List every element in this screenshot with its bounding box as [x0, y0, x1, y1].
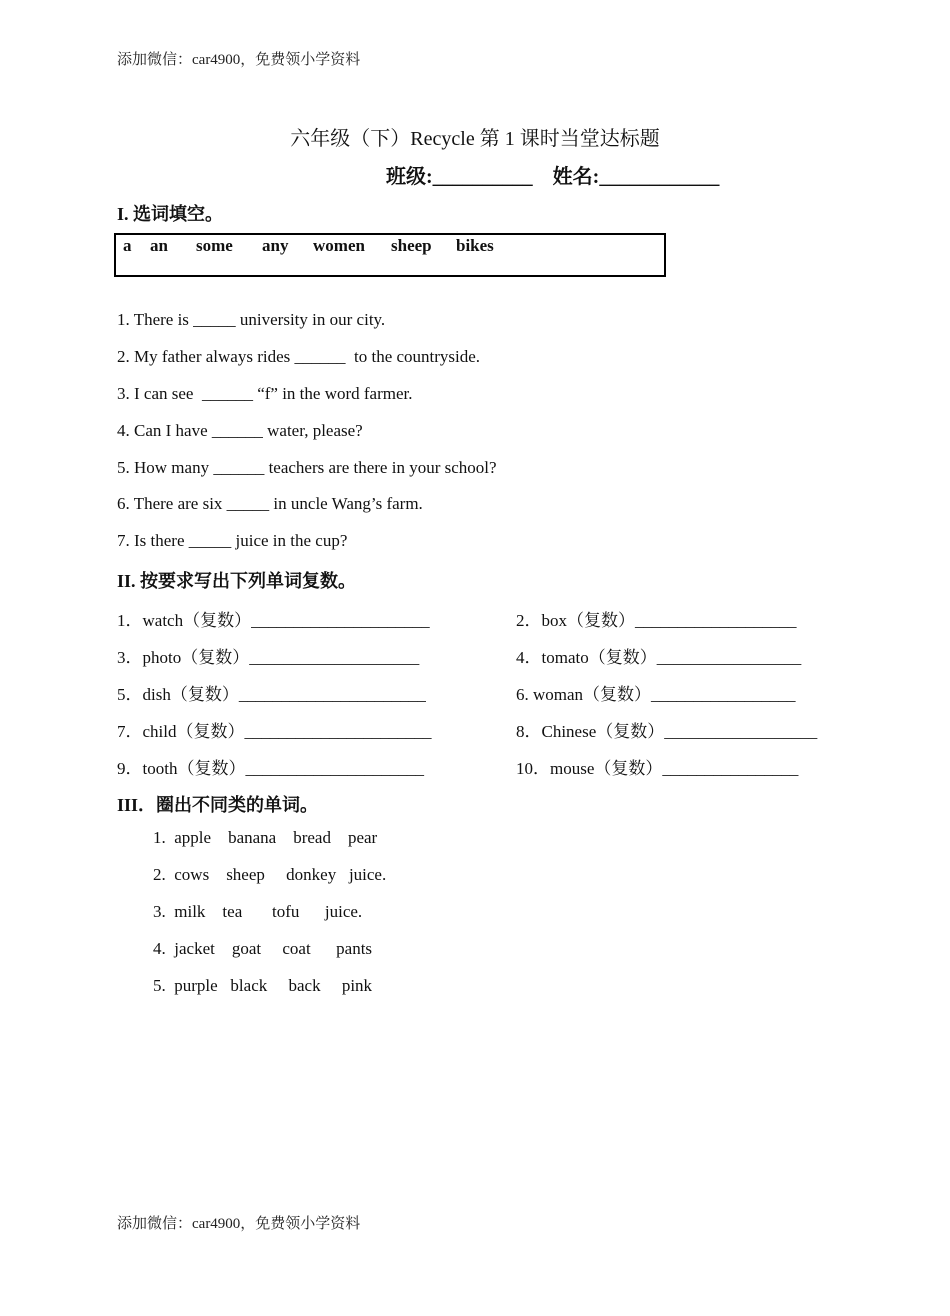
plural-item: 9．tooth（复数）_____________________: [117, 759, 424, 778]
plural-item: 2．box（复数）___________________: [516, 611, 797, 630]
question-item: 6. There are six _____ in uncle Wang’s farm.: [117, 494, 423, 513]
question-item: 4. Can I have ______ water, please?: [117, 421, 363, 440]
word-bank-word: any: [262, 236, 289, 255]
question-item: 2. My father always rides ______ to the countryside.: [117, 347, 481, 366]
plural-item: 8．Chinese（复数）__________________: [516, 722, 818, 741]
word-group: 4. jacket goat coat pants: [153, 939, 373, 958]
header-note: 添加微信：car4900，免费领小学资料: [117, 52, 361, 68]
word-group: 1. apple banana bread pear: [153, 828, 378, 847]
plural-item: 3．photo（复数）____________________: [117, 648, 420, 667]
word-group: 5. purple black back pink: [153, 976, 373, 995]
question-item: 1. There is _____ university in our city.: [117, 310, 386, 329]
plural-item: 10．mouse（复数）________________: [516, 759, 799, 778]
worksheet-title: 六年级（下）Recycle 第 1 课时当堂达标题: [290, 128, 660, 150]
plural-item: 4．tomato（复数）_________________: [516, 648, 802, 667]
section3-heading: III．圈出不同类的单词。: [117, 795, 319, 815]
question-item: 5. How many ______ teachers are there in your school?: [117, 458, 497, 477]
word-bank-word: bikes: [456, 236, 494, 255]
footer-note: 添加微信：car4900，免费领小学资料: [117, 1216, 361, 1232]
word-group: 2. cows sheep donkey juice.: [153, 865, 387, 884]
word-bank-word: sheep: [391, 236, 432, 255]
word-bank-word: women: [313, 236, 365, 255]
question-item: 3. I can see ______ “f” in the word farmer.: [117, 384, 413, 403]
plural-item: 6. woman（复数）_________________: [516, 685, 796, 704]
class-name-line: 班级:__________ 姓名:____________: [386, 166, 720, 188]
word-bank-word: a: [123, 236, 132, 255]
section1-heading: I. 选词填空。: [117, 204, 224, 224]
plural-item: 1．watch（复数）_____________________: [117, 611, 430, 630]
word-bank-word: an: [150, 236, 168, 255]
plural-item: 5．dish（复数）______________________: [117, 685, 426, 704]
word-group: 3. milk tea tofu juice.: [153, 902, 363, 921]
word-bank-word: some: [196, 236, 233, 255]
plural-item: 7．child（复数）______________________: [117, 722, 432, 741]
question-item: 7. Is there _____ juice in the cup?: [117, 531, 348, 550]
section2-heading: II. 按要求写出下列单词复数。: [117, 571, 357, 591]
